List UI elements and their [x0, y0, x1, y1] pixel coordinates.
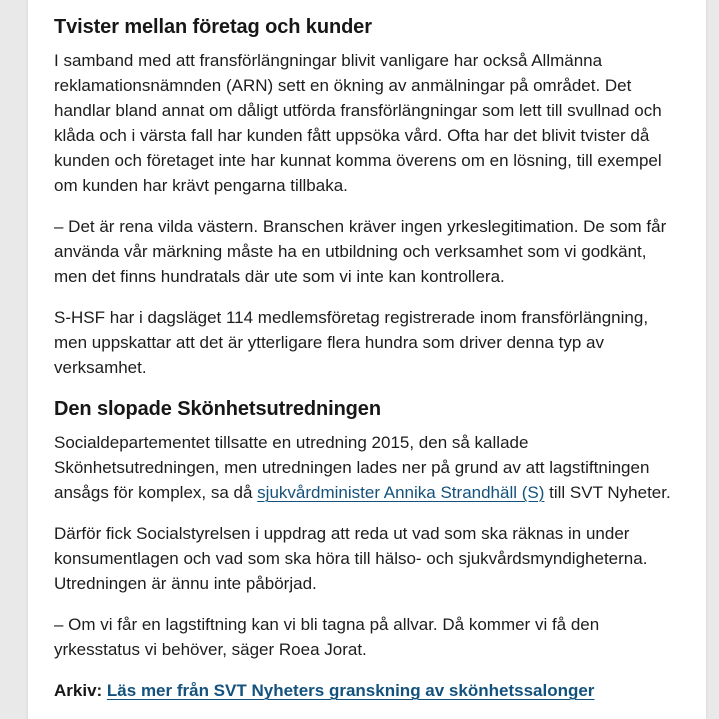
paragraph-socialstyrelsen-assignment: Därför fick Socialstyrelsen i uppdrag att reda ut vad som ska räknas in under konsumentlagen och vad som ska höra till hälso- och sjukvårdsmyndigheterna. Utredningen är ännu inte påbörjad. [54, 524, 648, 593]
inquiry-text-before-link: Socialdepartementet tillsatte en utredning 2015, den så kallade Skönhetsutredningen, men utredningen lades ner på grund av att lagstiftningen ansågs för komplex, sa då [54, 433, 650, 502]
paragraph-quote-legislation: – Om vi får en lagstiftning kan vi bli tagna på allvar. Då kommer vi få den yrkesstatus vi behöver, säger Roea Jorat. [54, 615, 600, 659]
article-card [28, 0, 706, 719]
section-heading-disputes: Tvister mellan företag och kunder [54, 16, 372, 38]
inquiry-text-after-link: till SVT Nyheter. [544, 483, 671, 502]
paragraph-quote-wild-west: – Det är rena vilda västern. Branschen kräver ingen yrkeslegitimation. De som får använda vår märkning måste ha en utbildning och verksamhet som vi godkänt, men det finns hundratals där ute som vi inte kan kontrollera. [54, 217, 667, 286]
section-heading-beauty-inquiry: Den slopade Skönhetsutredningen [54, 398, 381, 420]
minister-link[interactable]: sjukvårdminister Annika Strandhäll (S) [257, 483, 545, 502]
paragraph-archive [54, 678, 684, 703]
archive-link[interactable]: Läs mer från SVT Nyheters granskning av skönhetssalonger [106, 681, 595, 700]
paragraph-shsf-members: S-HSF har i dagsläget 114 medlemsföretag registrerade inom fransförlängning, men uppskattar att det är ytterligare flera hundra som driver denna typ av verksamhet. [54, 308, 649, 377]
paragraph-inquiry-2015 [54, 430, 684, 505]
paragraph-arn-complaints: I samband med att fransförlängningar blivit vanligare har också Allmänna reklamationsnämnden (ARN) sett en ökning av anmälningar på området. Det handlar bland annat om dåligt utförda fransförlängningar som lett till svullnad och klåda och i värsta fall har kunden fått uppsöka vård. Ofta har det blivit tvister då kunden och företaget inte har kunnat komma överens om en lösning, till exempel om kunden har krävt pengarna tillbaka. [54, 51, 662, 195]
archive-label: Arkiv: [54, 681, 107, 700]
